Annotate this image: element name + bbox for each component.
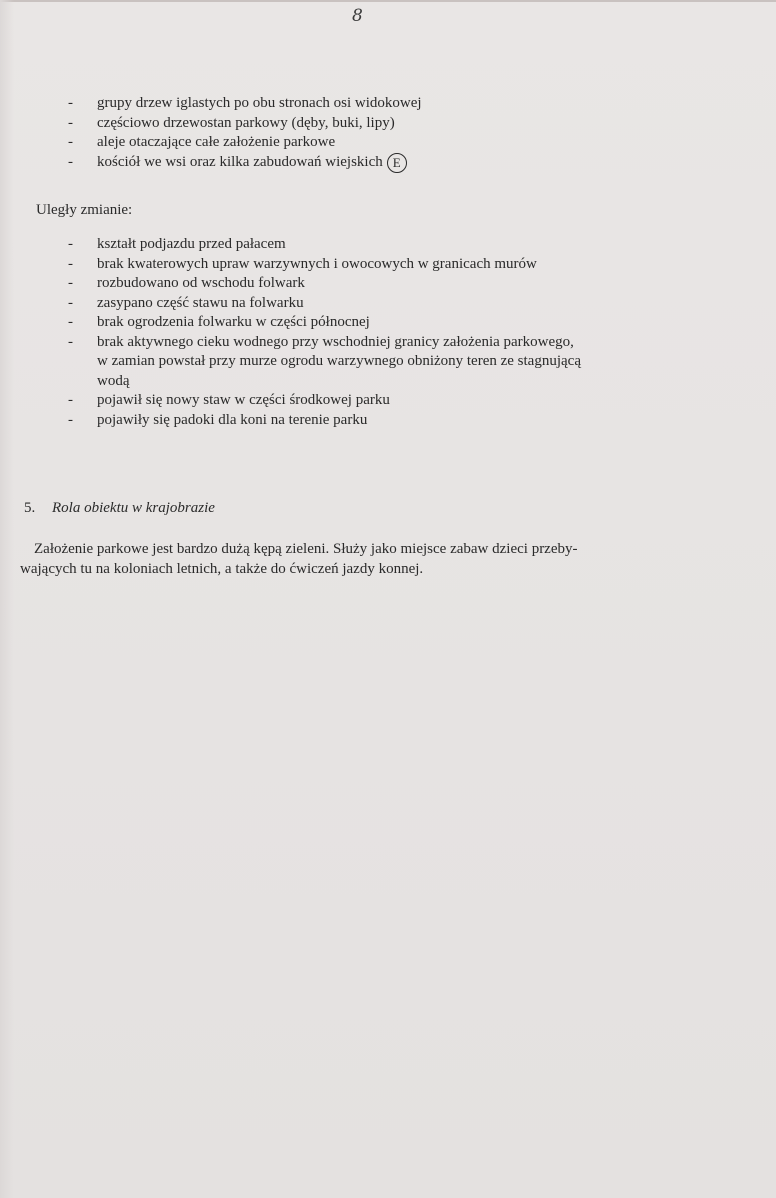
changed-heading: Uległy zmianie: [36,202,133,218]
list-item-text: pojawił się nowy staw w części środkowej parku [97,392,390,408]
list-item-text: rozbudowano od wschodu folwark [97,275,305,291]
list-item-text: brak aktywnego cieku wodnego przy wschodniej granicy założenia parkowego, [97,333,574,350]
list-item-text: zasypano część stawu na folwarku [97,294,304,311]
list-dash: - [68,392,73,408]
list-item [68,411,697,431]
list-dash: - [68,294,73,311]
section-heading [24,499,215,518]
section-title: Rola obiektu w krajobrazie [52,500,215,516]
page-left-shadow [0,0,14,1198]
list-dash: - [68,134,73,150]
list-item-text: grupy drzew iglastych po obu stronach osi widokowej [97,95,422,111]
page-top-edge [0,0,776,2]
list-dash: - [68,314,73,330]
list-item [68,235,697,255]
list-dash: - [68,95,73,111]
list-item-continuation: w zamian powstał przy murze ogrodu warzywnego obniżony teren ze stagnującą [97,353,581,369]
list-dash: - [68,236,73,252]
list-item-text: brak ogrodzenia folwarku w części północnej [97,314,370,330]
list-item [68,255,697,275]
list-item [68,153,697,173]
list-item-text: kościół we wsi oraz kilka zabudowań wiejskich [97,153,383,170]
circled-letter-mark: E [387,153,407,173]
list-item-text: aleje otaczające całe założenie parkowe [97,134,336,150]
changed-elements-list [68,235,697,430]
list-item-text: brak kwaterowych upraw warzywnych i owocowych w granicach murów [97,255,537,272]
preserved-elements-list [68,94,697,173]
list-item [68,333,697,392]
page-number: 8 [352,6,363,26]
list-item [68,94,697,114]
list-item [68,133,697,153]
list-dash: - [68,275,73,291]
list-item-continuation: wodą [97,372,130,389]
paragraph-line: Założenie parkowe jest bardzo dużą kępą zieleni. Służy jako miejsce zabaw dzieci przeby- [34,541,578,557]
list-dash: - [68,255,73,272]
list-item [68,114,697,134]
list-item-text: częściowo drzewostan parkowy (dęby, buki, lipy) [97,114,395,131]
list-item-text: pojawiły się padoki dla koni na terenie parku [97,411,368,428]
section-paragraph [20,540,680,579]
list-dash: - [68,333,73,350]
paragraph-line: wających tu na koloniach letnich, a także do ćwiczeń jazdy konnej. [20,560,424,577]
section-number: 5. [24,500,36,516]
list-item [68,391,697,411]
list-dash: - [68,114,73,131]
list-item [68,313,697,333]
list-dash: - [68,153,73,170]
list-dash: - [68,411,73,428]
list-item [68,274,697,294]
list-item-text: kształt podjazdu przed pałacem [97,236,286,252]
list-item [68,294,697,314]
